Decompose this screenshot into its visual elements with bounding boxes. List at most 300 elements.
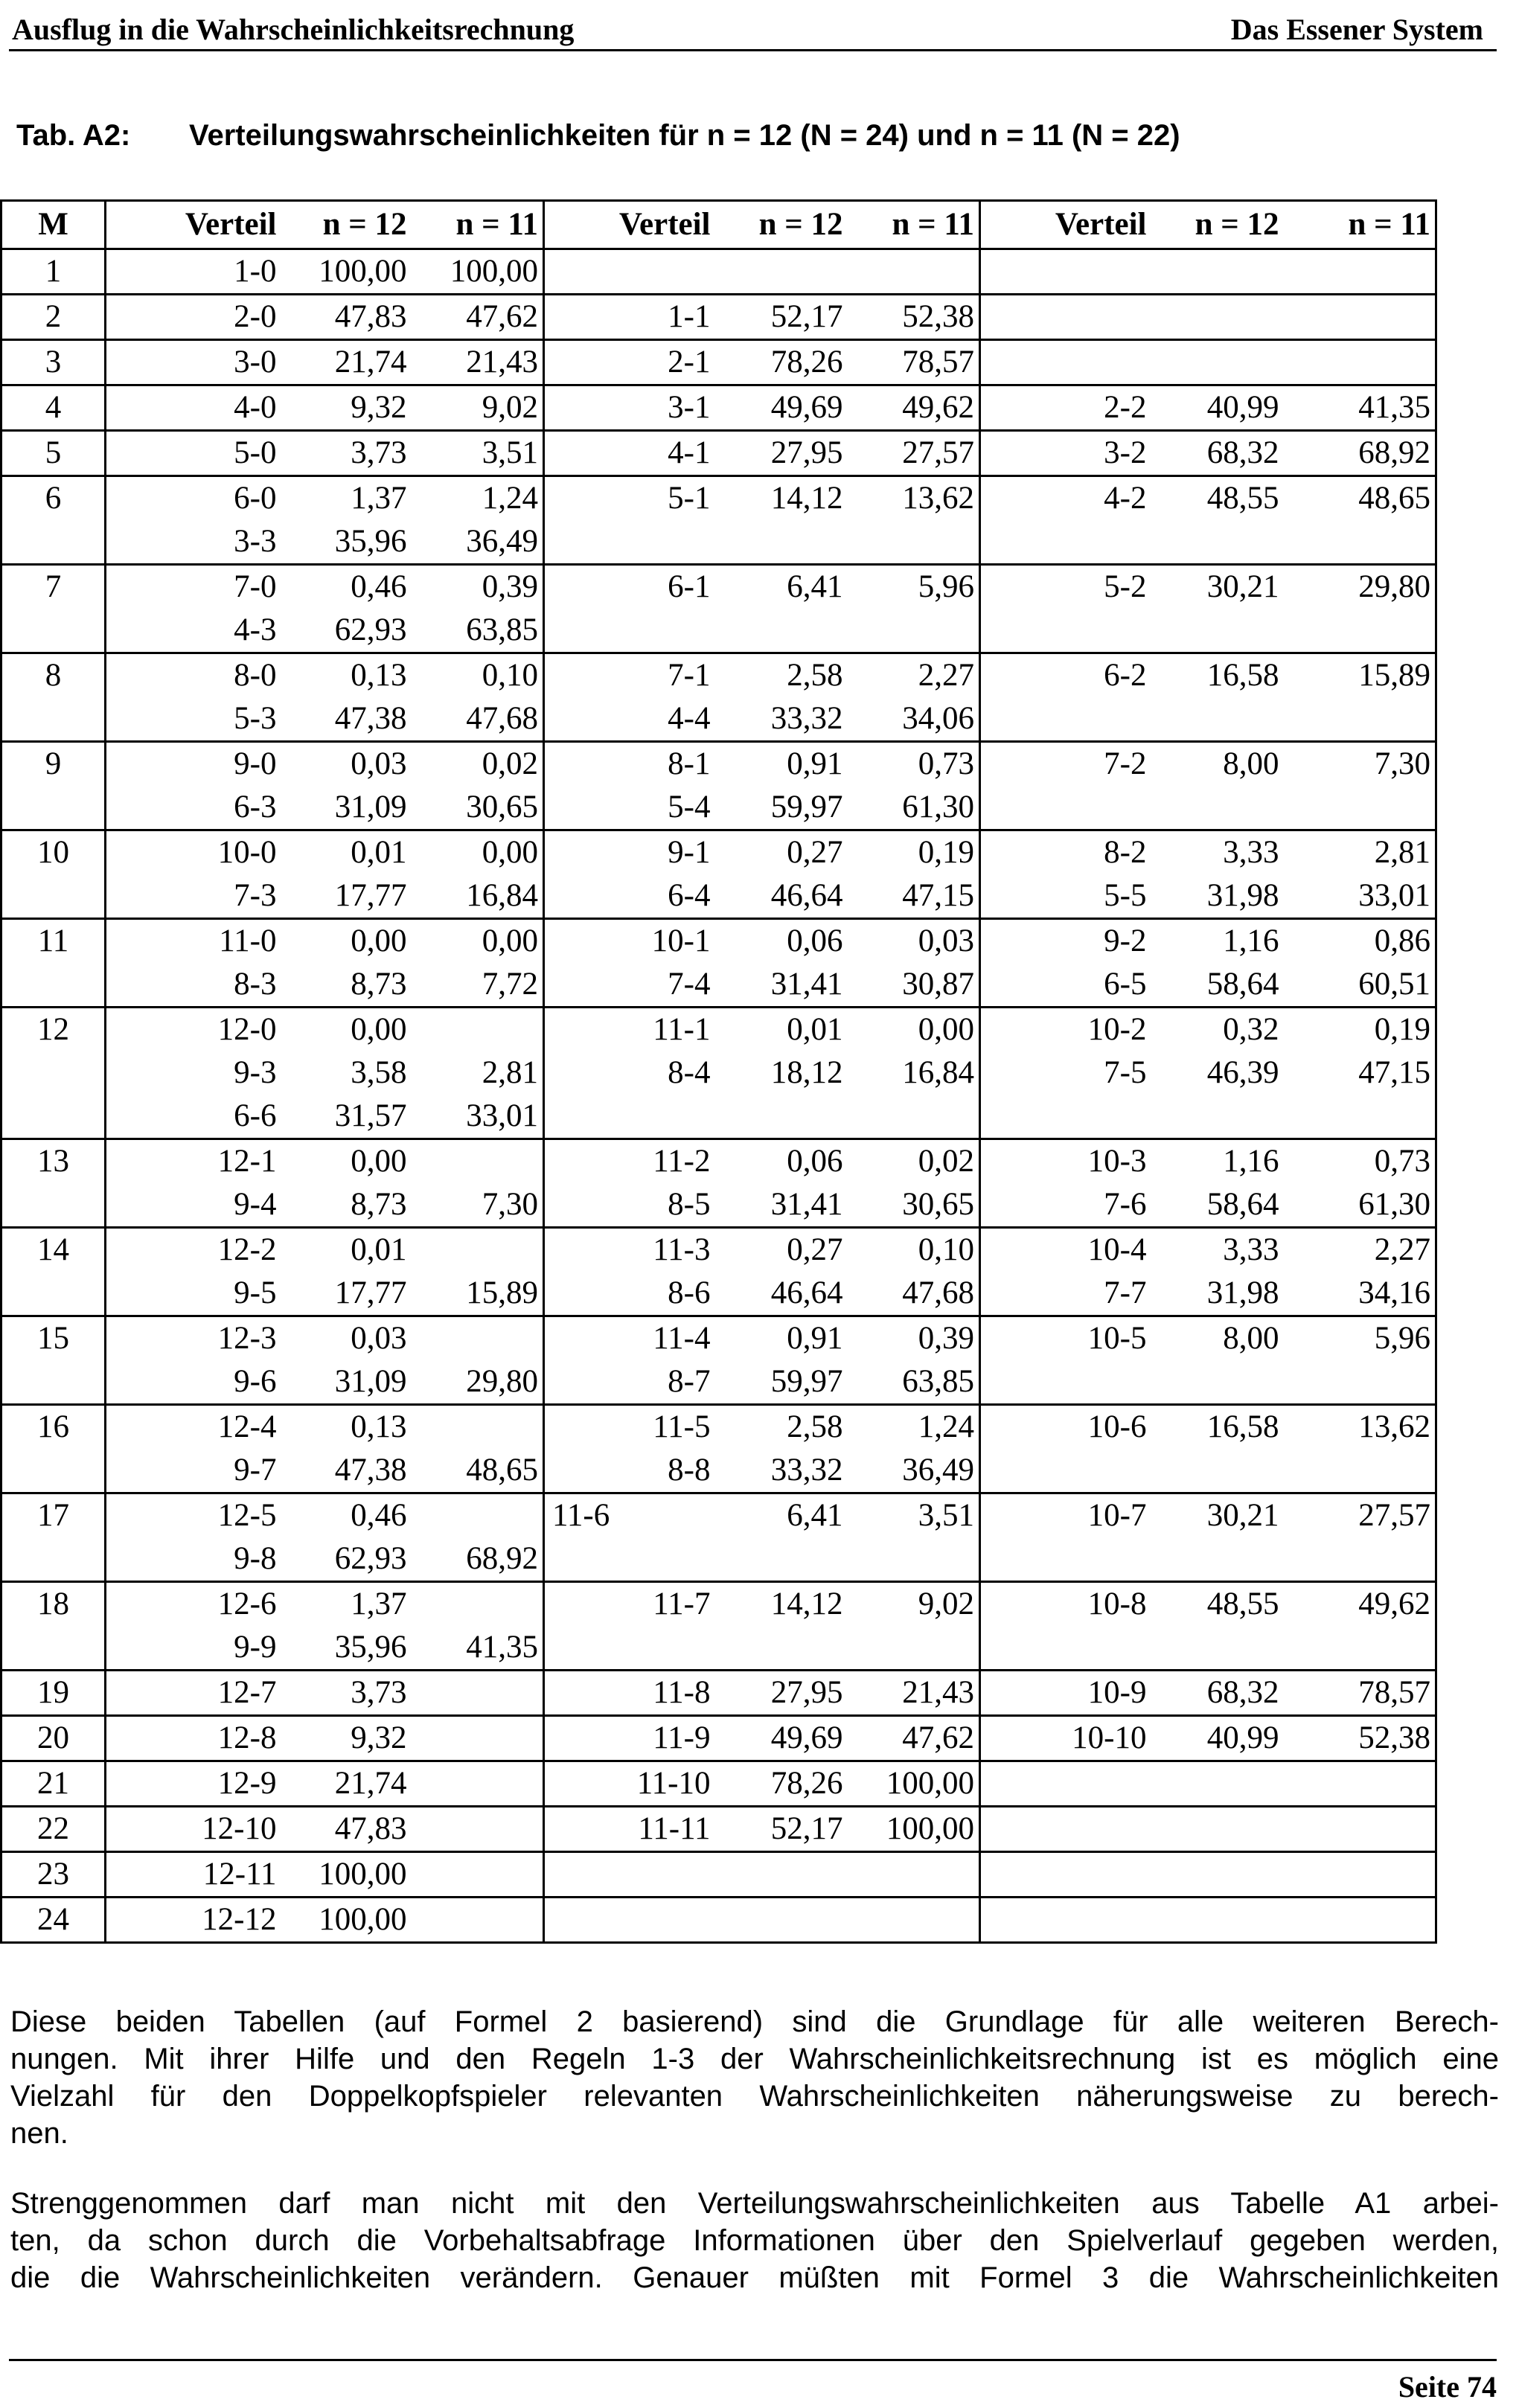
- table-row: [1, 476, 1436, 521]
- table-row: [1, 1228, 1436, 1272]
- table-cell: 0,39: [412, 565, 544, 609]
- table-cell: 33,01: [412, 1095, 544, 1139]
- table-cell: 0,06: [787, 923, 843, 958]
- table-cell: 9-3: [234, 1055, 277, 1090]
- table-cell: 2,58: [787, 1409, 843, 1444]
- table-cell: [980, 697, 1151, 742]
- table-cell: 5-1: [668, 481, 711, 516]
- table-cell: 2-0: [234, 299, 277, 334]
- table-cell: 48,55: [1206, 1586, 1279, 1621]
- table-cell: 12-5: [217, 1498, 277, 1533]
- table-cell: 46,64: [770, 1275, 843, 1310]
- table-cell: 8-5: [668, 1187, 711, 1222]
- table-cell: 8-7: [668, 1364, 711, 1399]
- table-cell: 11-9: [653, 1720, 711, 1755]
- table-cell: 14,12: [770, 481, 843, 516]
- table-cell: 31,98: [1206, 1275, 1279, 1310]
- table-cell: 2,58: [787, 658, 843, 693]
- table-cell: 7-7: [1104, 1275, 1147, 1310]
- column-header: Verteil: [618, 207, 711, 242]
- table-cell: 100,00: [848, 1761, 980, 1807]
- table-cell: [1151, 786, 1284, 830]
- table-row: [1, 1095, 1436, 1139]
- table-cell: [1284, 1898, 1436, 1943]
- cell-m: 2: [1, 295, 106, 340]
- table-row: [1, 1761, 1436, 1807]
- table-cell: [980, 1449, 1151, 1493]
- table-cell: [715, 1095, 848, 1139]
- table-cell: [412, 1807, 544, 1852]
- table-cell: 62,93: [334, 612, 407, 647]
- table-cell: 47,62: [848, 1716, 980, 1761]
- table-cell: 12-2: [217, 1232, 277, 1267]
- table-cell: 2,81: [1284, 830, 1436, 875]
- table-cell: [1284, 786, 1436, 830]
- table-cell: [848, 1852, 980, 1898]
- table-cell: 47,62: [412, 295, 544, 340]
- table-row: [1, 1139, 1436, 1184]
- table-cell: 0,03: [351, 1321, 407, 1356]
- table-cell: 52,17: [770, 299, 843, 334]
- table-cell: 29,80: [412, 1360, 544, 1405]
- table-cell: 9-7: [234, 1453, 277, 1488]
- table-cell: 12-9: [217, 1766, 277, 1801]
- table-cell: 9,32: [351, 1720, 407, 1755]
- table-cell: 13,62: [1284, 1405, 1436, 1450]
- table-cell: 0,27: [787, 1232, 843, 1267]
- column-header: M: [1, 201, 106, 249]
- table-cell: 52,38: [848, 295, 980, 340]
- table-cell: 3-3: [234, 524, 277, 559]
- table-cell: 0,19: [1284, 1008, 1436, 1052]
- table-cell: 63,85: [412, 609, 544, 653]
- footer-divider: [9, 2359, 1497, 2361]
- table-cell: 0,01: [351, 1232, 407, 1267]
- table-cell: 6-0: [234, 481, 277, 516]
- cell-m: 12: [1, 1008, 106, 1139]
- table-row: [1, 919, 1436, 964]
- table-cell: 47,83: [334, 299, 407, 334]
- column-header: n = 12: [758, 207, 843, 242]
- table-cell: 1,16: [1223, 923, 1279, 958]
- table-cell: 1-1: [668, 299, 711, 334]
- table-cell: 11-6: [552, 1498, 610, 1533]
- cell-m: 11: [1, 919, 106, 1008]
- table-cell: [1151, 1626, 1284, 1671]
- table-cell: 31,41: [770, 1187, 843, 1222]
- cell-m: 17: [1, 1493, 106, 1582]
- table-cell: 63,85: [848, 1360, 980, 1405]
- table-cell: 61,30: [1284, 1183, 1436, 1228]
- table-cell: 30,65: [412, 786, 544, 830]
- table-cell: 9-4: [234, 1187, 277, 1222]
- table-cell: [715, 1626, 848, 1671]
- table-cell: 31,57: [334, 1098, 407, 1133]
- table-cell: [848, 520, 980, 565]
- table-cell: 5-3: [234, 701, 277, 736]
- page-number: Seite 74: [1398, 2370, 1497, 2404]
- table-cell: [1151, 1449, 1284, 1493]
- table-cell: [980, 609, 1151, 653]
- table-cell: [980, 1626, 1151, 1671]
- table-cell: 11-2: [653, 1144, 711, 1179]
- table-row: [1, 1582, 1436, 1627]
- table-cell: 9-9: [234, 1630, 277, 1665]
- table-cell: [544, 1626, 715, 1671]
- table-cell: 8-6: [668, 1275, 711, 1310]
- table-cell: [1284, 249, 1436, 295]
- table-cell: [980, 1360, 1151, 1405]
- table-cell: 7-2: [1104, 746, 1147, 781]
- table-cell: 12-1: [217, 1144, 277, 1179]
- table-cell: 6-2: [1104, 658, 1147, 693]
- table-cell: [980, 786, 1151, 830]
- table-cell: 0,86: [1284, 919, 1436, 964]
- table-cell: [1151, 1898, 1284, 1943]
- table-cell: [412, 1761, 544, 1807]
- table-cell: 7-6: [1104, 1187, 1147, 1222]
- table-row: [1, 1316, 1436, 1361]
- table-cell: 17,77: [334, 1275, 407, 1310]
- table-cell: 48,65: [412, 1449, 544, 1493]
- table-cell: 9-5: [234, 1275, 277, 1310]
- table-cell: 0,00: [412, 919, 544, 964]
- table-cell: 0,01: [787, 1012, 843, 1047]
- table-cell: 0,27: [787, 835, 843, 870]
- table-cell: 7,30: [412, 1183, 544, 1228]
- table-cell: 10-8: [1087, 1586, 1147, 1621]
- table-cell: 47,38: [334, 1453, 407, 1488]
- table-row: [1, 1807, 1436, 1852]
- table-cell: 62,93: [334, 1541, 407, 1576]
- table-cell: 12-12: [202, 1902, 277, 1937]
- cell-m: 6: [1, 476, 106, 565]
- table-cell: 4-4: [668, 701, 711, 736]
- table-cell: [1284, 1761, 1436, 1807]
- table-cell: [715, 1898, 848, 1943]
- table-cell: 35,96: [334, 1630, 407, 1665]
- table-row: [1, 1405, 1436, 1450]
- cell-m: 18: [1, 1582, 106, 1671]
- table-cell: 3,33: [1223, 835, 1279, 870]
- table-cell: [715, 1537, 848, 1582]
- table-cell: 8-0: [234, 658, 277, 693]
- table-cell: 31,98: [1206, 878, 1279, 913]
- table-cell: 5-0: [234, 435, 277, 470]
- table-cell: 11-1: [653, 1012, 711, 1047]
- table-cell: 100,00: [319, 254, 407, 289]
- table-cell: 29,80: [1284, 565, 1436, 609]
- table-cell: [544, 520, 715, 565]
- table-cell: 41,35: [412, 1626, 544, 1671]
- table-cell: [980, 1898, 1151, 1943]
- table-cell: [1284, 1537, 1436, 1582]
- table-cell: [412, 1139, 544, 1184]
- table-row: [1, 295, 1436, 340]
- table-cell: 12-8: [217, 1720, 277, 1755]
- table-cell: [1151, 340, 1284, 385]
- table-cell: 12-10: [202, 1811, 277, 1846]
- table-cell: 1,37: [351, 1586, 407, 1621]
- cell-m: 1: [1, 249, 106, 295]
- table-row: [1, 653, 1436, 698]
- table-cell: 21,74: [334, 1766, 407, 1801]
- table-cell: 48,65: [1284, 476, 1436, 521]
- table-cell: 68,92: [1284, 431, 1436, 476]
- table-cell: 0,91: [787, 746, 843, 781]
- table-row: [1, 874, 1436, 919]
- table-cell: 0,03: [351, 746, 407, 781]
- table-cell: 6,41: [787, 569, 843, 604]
- table-cell: 11-7: [653, 1586, 711, 1621]
- table-cell: 3-1: [668, 390, 711, 425]
- table-cell: 7,30: [1284, 742, 1436, 787]
- table-row: [1, 1051, 1436, 1095]
- table-cell: 1,16: [1223, 1144, 1279, 1179]
- table-cell: 61,30: [848, 786, 980, 830]
- table-cell: 0,01: [351, 835, 407, 870]
- table-caption-title: Verteilungswahrscheinlichkeiten für n = 12 (N = 24) und n = 11 (N = 22): [189, 119, 1180, 152]
- table-cell: [715, 249, 848, 295]
- table-cell: 40,99: [1206, 1720, 1279, 1755]
- table-cell: 11-8: [653, 1675, 711, 1710]
- cell-m: 23: [1, 1852, 106, 1898]
- table-cell: [848, 1537, 980, 1582]
- table-cell: 6-1: [668, 569, 711, 604]
- table-row: [1, 1272, 1436, 1316]
- table-cell: 0,73: [848, 742, 980, 787]
- table-cell: 100,00: [319, 1857, 407, 1892]
- table-cell: 0,19: [848, 830, 980, 875]
- table-cell: 9,32: [351, 390, 407, 425]
- table-cell: 21,43: [412, 340, 544, 385]
- table-cell: 12-4: [217, 1409, 277, 1444]
- table-row: [1, 1898, 1436, 1943]
- table-cell: [1151, 609, 1284, 653]
- table-row: [1, 1671, 1436, 1716]
- table-cell: [412, 1228, 544, 1272]
- table-cell: [1284, 1626, 1436, 1671]
- table-row: [1, 609, 1436, 653]
- table-cell: [1284, 1449, 1436, 1493]
- table-cell: 0,13: [351, 658, 407, 693]
- cell-m: 13: [1, 1139, 106, 1228]
- table-caption: [16, 119, 1180, 153]
- table-cell: 100,00: [412, 249, 544, 295]
- table-row: [1, 1716, 1436, 1761]
- cell-m: 9: [1, 742, 106, 830]
- table-cell: 7-4: [668, 967, 711, 1002]
- table-cell: 58,64: [1206, 1187, 1279, 1222]
- table-cell: 7-1: [668, 658, 711, 693]
- table-cell: 100,00: [319, 1902, 407, 1937]
- table-cell: 27,57: [848, 431, 980, 476]
- table-cell: 0,73: [1284, 1139, 1436, 1184]
- table-row: [1, 1449, 1436, 1493]
- table-row: [1, 742, 1436, 787]
- cell-m: 10: [1, 830, 106, 919]
- table-cell: 12-7: [217, 1675, 277, 1710]
- column-header: n = 11: [1284, 201, 1436, 249]
- table-cell: 12-11: [202, 1857, 277, 1892]
- table-cell: [1151, 1807, 1284, 1852]
- table-cell: 0,02: [412, 742, 544, 787]
- table-cell: 9,02: [848, 1582, 980, 1627]
- table-row: [1, 385, 1436, 431]
- table-row: [1, 830, 1436, 875]
- table-cell: 33,32: [770, 1453, 843, 1488]
- table-cell: 78,26: [770, 1766, 843, 1801]
- table-row: [1, 565, 1436, 609]
- table-row: [1, 249, 1436, 295]
- table-cell: 47,68: [412, 697, 544, 742]
- table-cell: 68,92: [412, 1537, 544, 1582]
- cell-m: 16: [1, 1405, 106, 1493]
- table-cell: 11-0: [219, 923, 277, 958]
- table-cell: 9-6: [234, 1364, 277, 1399]
- table-cell: 4-3: [234, 612, 277, 647]
- table-cell: 49,69: [770, 390, 843, 425]
- table-cell: 41,35: [1284, 385, 1436, 431]
- table-cell: 8,00: [1223, 746, 1279, 781]
- table-cell: 31,41: [770, 967, 843, 1002]
- cell-m: 19: [1, 1671, 106, 1716]
- table-cell: 16,58: [1206, 1409, 1279, 1444]
- table-cell: [715, 609, 848, 653]
- table-cell: 0,06: [787, 1144, 843, 1179]
- table-cell: 30,87: [848, 963, 980, 1008]
- table-cell: 49,62: [848, 385, 980, 431]
- table-cell: [848, 1626, 980, 1671]
- table-cell: 0,39: [848, 1316, 980, 1361]
- table-cell: 10-5: [1087, 1321, 1147, 1356]
- table-cell: 9,02: [412, 385, 544, 431]
- cell-m: 15: [1, 1316, 106, 1405]
- table-cell: [1284, 520, 1436, 565]
- table-cell: 9-0: [234, 746, 277, 781]
- table-cell: 6-3: [234, 790, 277, 824]
- table-row: [1, 786, 1436, 830]
- table-cell: [412, 1582, 544, 1627]
- table-cell: 1-0: [234, 254, 277, 289]
- text-line: die die Wahrscheinlichkeiten verändern. Genauer müßten mit Formel 3 die Wahrscheinlichkeiten: [10, 2261, 1499, 2294]
- table-cell: 11-11: [638, 1811, 711, 1846]
- table-cell: 17,77: [334, 878, 407, 913]
- table-cell: [544, 1095, 715, 1139]
- cell-m: 7: [1, 565, 106, 653]
- table-cell: 8-4: [668, 1055, 711, 1090]
- table-cell: 8-8: [668, 1453, 711, 1488]
- table-cell: 10-7: [1087, 1498, 1147, 1533]
- table-cell: [715, 520, 848, 565]
- table-row: [1, 340, 1436, 385]
- table-cell: 5-2: [1104, 569, 1147, 604]
- table-cell: 18,12: [770, 1055, 843, 1090]
- table-cell: [544, 609, 715, 653]
- table-cell: [1151, 1095, 1284, 1139]
- table-cell: 47,15: [1284, 1051, 1436, 1095]
- table-cell: 30,21: [1206, 1498, 1279, 1533]
- table-cell: [980, 1852, 1151, 1898]
- table-cell: 52,17: [770, 1811, 843, 1846]
- table-cell: 33,01: [1284, 874, 1436, 919]
- table-cell: 36,49: [412, 520, 544, 565]
- table-cell: 3,73: [351, 1675, 407, 1710]
- table-cell: 7,72: [412, 963, 544, 1008]
- text-line: nungen. Mit ihrer Hilfe und den Regeln 1-3 der Wahrscheinlichkeitsrechnung ist es möglich eine: [10, 2043, 1499, 2075]
- table-cell: 3,58: [351, 1055, 407, 1090]
- table-row: [1, 1360, 1436, 1405]
- table-cell: [412, 1671, 544, 1716]
- table-cell: 9-2: [1104, 923, 1147, 958]
- table-cell: 16,84: [412, 874, 544, 919]
- cell-m: 22: [1, 1807, 106, 1852]
- table-cell: [1151, 1360, 1284, 1405]
- table-cell: [544, 1852, 715, 1898]
- table-cell: 49,62: [1284, 1582, 1436, 1627]
- table-cell: 31,09: [334, 1364, 407, 1399]
- table-cell: [980, 1807, 1151, 1852]
- table-row: [1, 1493, 1436, 1538]
- table-cell: 49,69: [770, 1720, 843, 1755]
- table-cell: [980, 1761, 1151, 1807]
- column-header: n = 11: [848, 201, 980, 249]
- table-cell: 68,32: [1206, 1675, 1279, 1710]
- table-cell: 10-4: [1087, 1232, 1147, 1267]
- table-cell: 47,68: [848, 1272, 980, 1316]
- table-cell: 6-5: [1104, 967, 1147, 1002]
- table-cell: [412, 1405, 544, 1450]
- table-cell: [412, 1716, 544, 1761]
- table-cell: 2-1: [668, 345, 711, 380]
- table-cell: 48,55: [1206, 481, 1279, 516]
- table-cell: 8,73: [351, 1187, 407, 1222]
- text-line: Vielzahl für den Doppelkopfspieler relevanten Wahrscheinlichkeiten näherungsweise zu berech-: [10, 2080, 1499, 2113]
- table-cell: 1,24: [848, 1405, 980, 1450]
- table-cell: 15,89: [1284, 653, 1436, 698]
- table-cell: 36,49: [848, 1449, 980, 1493]
- table-cell: [1151, 1761, 1284, 1807]
- paragraph-1: [10, 2003, 1499, 2152]
- table-cell: 4-2: [1104, 481, 1147, 516]
- table-cell: 12-6: [217, 1586, 277, 1621]
- table-cell: 7-0: [234, 569, 277, 604]
- table-cell: 3,33: [1223, 1232, 1279, 1267]
- table-cell: [1151, 249, 1284, 295]
- table-cell: 10-9: [1087, 1675, 1147, 1710]
- table-row: [1, 431, 1436, 476]
- table-cell: [1284, 340, 1436, 385]
- table-row: [1, 1183, 1436, 1228]
- table-cell: [412, 1008, 544, 1052]
- table-cell: [848, 609, 980, 653]
- table-cell: 68,32: [1206, 435, 1279, 470]
- page-header: [9, 6, 1497, 51]
- table-row: [1, 520, 1436, 565]
- column-header: Verteil: [185, 207, 277, 242]
- table-cell: [980, 1537, 1151, 1582]
- table-cell: 2,27: [848, 653, 980, 698]
- table-cell: [1151, 1852, 1284, 1898]
- table-cell: 5-5: [1104, 878, 1147, 913]
- table-cell: 8-3: [234, 967, 277, 1002]
- table-cell: 11-3: [653, 1232, 711, 1267]
- table-cell: 2,27: [1284, 1228, 1436, 1272]
- table-cell: [1284, 1095, 1436, 1139]
- text-line: ten, da schon durch die Vorbehaltsabfrage Informationen über den Spielverlauf gegeben werden,: [10, 2224, 1499, 2257]
- table-row: [1, 697, 1436, 742]
- table-header-row: [1, 201, 1436, 249]
